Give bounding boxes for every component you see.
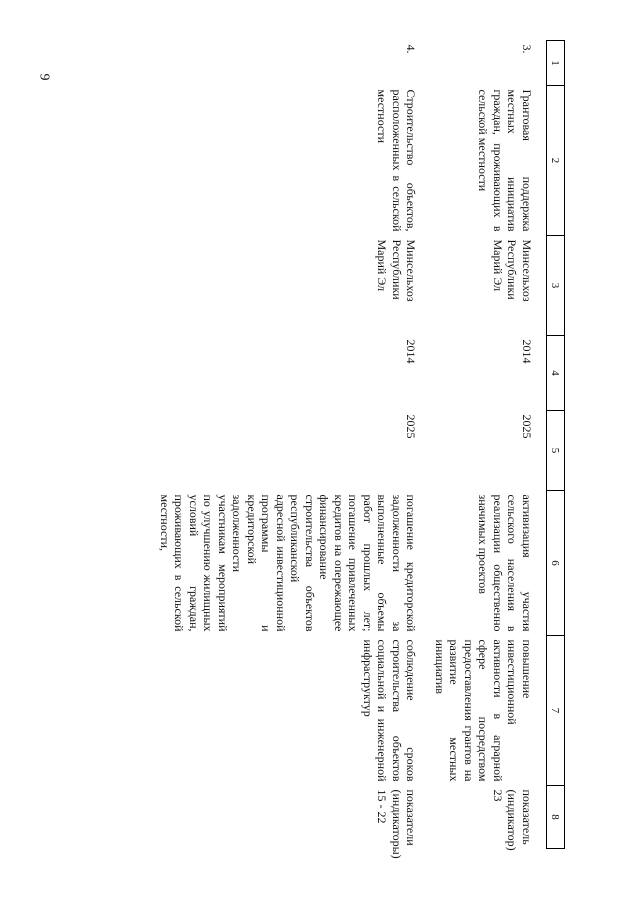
header-col-4: 4 xyxy=(547,336,565,411)
header-row xyxy=(547,41,565,849)
row-number: 4. xyxy=(404,44,419,54)
start-year: 2014 xyxy=(520,339,534,364)
measure-name: Строительство объектов, расположенных в сельской местности xyxy=(375,89,419,232)
end-year: 2025 xyxy=(404,414,419,439)
table-row xyxy=(431,41,547,849)
header-col-1: 1 xyxy=(547,41,565,86)
executor: Минсельхоз Республики Марий Эл xyxy=(491,239,534,302)
program-measures-table xyxy=(156,40,566,859)
header-col-5: 5 xyxy=(547,411,565,491)
start-year: 2014 xyxy=(404,339,419,364)
measure-content: активизация участия сельского населения в реализации общественно значимых проектов xyxy=(476,494,534,632)
row-number: 3. xyxy=(520,44,534,54)
rotated-table-sheet xyxy=(105,40,565,859)
table-row xyxy=(156,41,431,849)
header-col-7: 7 xyxy=(547,636,565,786)
end-year: 2025 xyxy=(520,414,534,439)
expected-result: соблюдение сроков строительства объектов социальной и инженерной инфраструктур xyxy=(361,639,419,782)
header-col-6: 6 xyxy=(547,491,565,636)
executor: Минсельхоз Республики Марий Эл xyxy=(375,239,419,302)
expected-result: повышение инвестиционной активности в аграрной сфере посредством предоставления грантов на развитие местных инициатив xyxy=(433,639,534,782)
header-col-3: 3 xyxy=(547,236,565,336)
indicator: показатели (индикаторы) 15 - 22 xyxy=(375,789,419,859)
measure-content: погашение кредиторской задолженности за выполненные объемы работ прошлых лет; погашение привлеченных кредитов на опережающее финансирование строительства объектов республиканской адресной инвестиционной программы и кредиторской задолженности участникам мероприятий по улучшению жилищных условий граждан, проживающих в сельской местности, xyxy=(158,494,419,632)
header-col-2: 2 xyxy=(547,86,565,236)
header-col-8: 8 xyxy=(547,786,565,849)
measure-name: Грантовая поддержка местных инициатив граждан, проживающих в сельской местности xyxy=(476,89,534,232)
page-number: 9 xyxy=(36,73,52,81)
indicator: показатель (индикатор) 23 xyxy=(491,789,534,851)
